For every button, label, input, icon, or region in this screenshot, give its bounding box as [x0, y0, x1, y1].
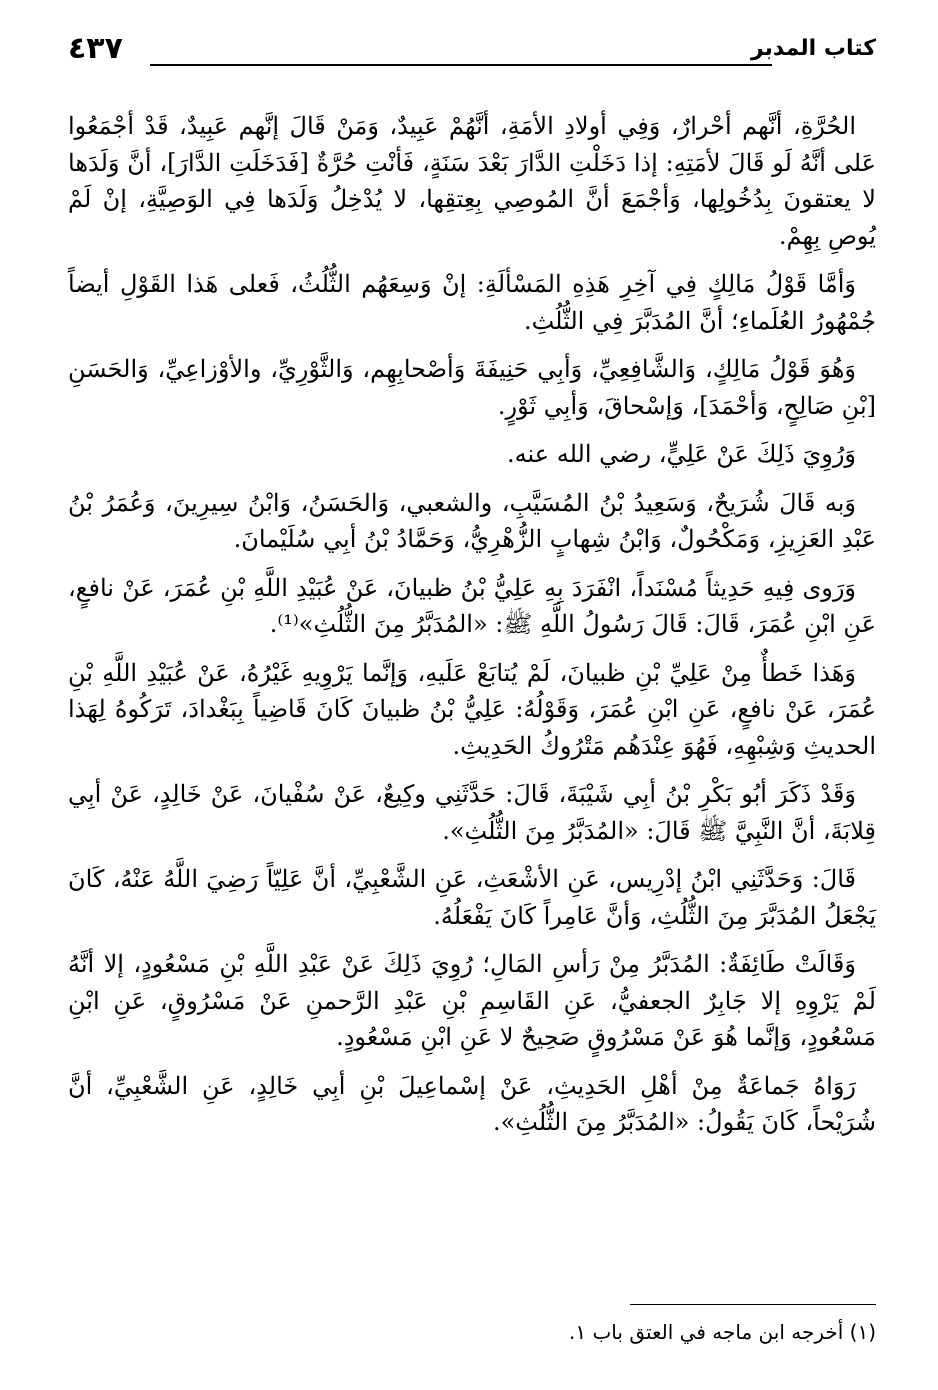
paragraph: وَرُوِيَ ذَلِكَ عَنْ عَلِيٍّ، رضي الله عنه.: [507, 440, 856, 468]
paragraph: وَهَذا خَطأٌ مِنْ عَلِيِّ بْنِ ظبيانَ، لَمْ يُتابَعْ عَلَيهِ، وَإنَّما يَرْوِيهِ غَيْرُهُ، عَنْ عُبَيْدِ اللَّهِ بْنِ عُمَرَ، عَنْ نافعٍ، عَنِ ابْنِ عُمَرَ، وَقَوْلُهُ: عَلِيُّ بْنُ ظبيانَ كَانَ قَاضِياً بِبَغْدادَ، تَرَكُوهُ لِهَذا الحديثِ وَشِبْهِهِ، فَهُوَ عِنْدَهُم مَتْرُوكُ الحَدِيثِ.: [68, 658, 876, 760]
page-header: [68, 30, 876, 74]
main-text: [68, 108, 876, 1141]
footnote-separator: [630, 1304, 876, 1305]
footnote: (١) أخرجه ابن ماجه في العتق باب ١.: [569, 1320, 876, 1344]
header-rule: [150, 64, 772, 66]
paragraph: رَوَاهُ جَماعَةٌ مِنْ أهْلِ الحَدِيثِ، عَنْ إسْماعِيلَ بْنِ أبِي خَالِدٍ، عَنِ الشَّعْبِيِّ، أنَّ شُرَيْحاً، كَانَ يَقُولُ: «المُدَبَّرُ مِنَ الثُّلُثِ».: [68, 1071, 876, 1136]
paragraph: وَهُوَ قَوْلُ مَالِكٍ، وَالشَّافِعِيِّ، وَأبِي حَنِيفَةَ وَأصْحابِهِم، وَالثَّوْرِيِّ، والأوْزاعِيِّ، وَالحَسَنِ [بْنِ صَالِحٍ، وَأحْمَدَ]، وَإسْحاقَ، وَأبِي ثَوْرٍ.: [68, 355, 876, 420]
paragraph: قَالَ: وَحَدَّثَنِي ابْنُ إدْرِيس، عَنِ الأشْعَثِ، عَنِ الشَّعْبِيِّ، أنَّ عَلِيّاً رَضِيَ اللَّهُ عَنْهُ، كَانَ يَجْعَلُ المُدَبَّرَ مِنَ الثُّلُثِ، وَأنَّ عَامِراً كَانَ يَفْعَلُهُ.: [68, 865, 876, 930]
paragraph: وَقَالَتْ طَائِفَةٌ: المُدَبَّرُ مِنْ رَأسِ المَالِ؛ رُوِيَ ذَلِكَ عَنْ عَبْدِ اللَّهِ بْنِ مَسْعُودٍ، إلا أنَّهُ لَمْ يَرْوِهِ إلا جَابِرٌ الجعفيُّ، عَنِ القَاسِمِ بْنِ عَبْدِ الرَّحمنِ عَنْ مَسْرُوقٍ، عَنِ ابْنِ مَسْعُودٍ، وَإنَّما هُوَ عَنْ مَسْرُوقٍ صَحِيحٌ لا عَنِ ابْنِ مَسْعُودٍ.: [68, 950, 876, 1051]
paragraph: وَبه قَالَ شُرَيحٌ، وَسَعِيدُ بْنُ المُسَيَّبِ، والشعبي، وَالحَسَنُ، وَابْنُ سِيرِينَ، وَعُمَرُ بْنُ عَبْدِ العَزِيزِ، وَمَكْحُولٌ، وَابْنُ شِهابٍ الزُّهْرِيُّ، وَحَمَّادُ بْنُ أبِي سُلَيْمانَ.: [68, 488, 876, 553]
footnotes: [68, 1304, 876, 1347]
page-number: ٤٣٧: [68, 31, 123, 66]
paragraph: وَأمَّا قَوْلُ مَالِكٍ فِي آخِرِ هَذِهِ المَسْألَةِ: إنْ وَسِعَهُم الثُّلُثُ، فَعلى هَذا القَوْلِ أيضاً جُمْهُورُ العُلَماءِ؛ أنَّ المُدَبَّرَ فِي الثُّلُثِ.: [68, 270, 876, 335]
paragraph: وَرَوى فِيهِ حَدِيثاً مُسْنَداً، انْفَرَدَ بِهِ عَلِيُّ بْنُ ظبيانَ، عَنْ عُبَيْدِ اللَّهِ بْنِ عُمَرَ، عَنْ نافعٍ، عَنِ ابْنِ عُمَرَ، قَالَ: قَالَ رَسُولُ اللَّهِ ﷺ: «المُدَبَّرُ مِنَ الثُّلُثِ»⁽¹⁾.: [68, 573, 876, 638]
paragraph: الحُرَّةِ، أنَّهم أحْرارٌ، وَفِي أولادِ الأمَةِ، أنَّهُمْ عَبِيدٌ، وَمَنْ قَالَ إنَّهم عَبِيدٌ، قَدْ أجْمَعُوا عَلى أنَّهُ لَو قَالَ لأمَتِهِ: إذا دَخَلْتِ الدَّارَ بَعْدَ سَنَةٍ، فَأنْتِ حُرَّةٌ [فَدَخَلَتِ الدَّارَ]، أنَّ وَلَدَها لا يعتقونَ بِدُخُولِها، وَأجْمَعَ أنَّ المُوصِي بِعِتقِها، لا يُدْخِلُ وَلَدَها فِي الوَصِيَّةِ، إنْ لَمْ يُوصِ بِهِمْ.: [68, 112, 876, 250]
paragraph: وَقَدْ ذَكَرَ أبُو بَكْرِ بْنُ أبِي شَيْبَةَ، قَالَ: حَدَّثَنِي وكِيعٌ، عَنْ سُفْيانَ، عَنْ خَالِدٍ، عَنْ أبِي قِلابَةَ، أنَّ النَّبِيَّ ﷺ قَالَ: «المُدَبَّرُ مِنَ الثُّلُثِ».: [68, 780, 876, 845]
running-title: كتاب المدبر: [750, 36, 876, 61]
